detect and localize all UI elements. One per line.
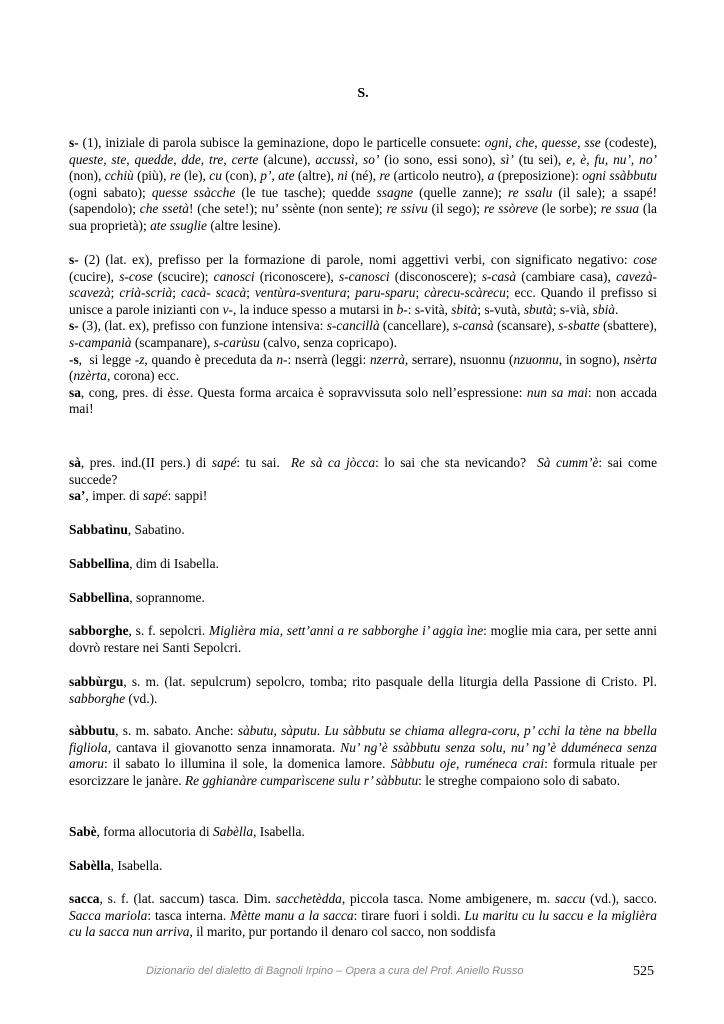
entry-sacca: sacca, s. f. (lat. saccum) tasca. Dim. sacchetèdda, piccola tasca. Nome ambigenere, m. saccu (vd.), sacco. Sacca mariola: tasca interna. Mètte manu a la sacca: tirare fuori i soldi. Lu maritu cu lu saccu e la miglièra cu la sacca nun arriva, il marito, pur portando il denaro col sacco, non soddisfa <box>69 891 657 940</box>
entry-s-prefix-1: s- (1), iniziale di parola subisce la geminazione, dopo le particelle consuete: ogni, che, quesse, sse (codeste), queste, ste, quedde, dde, tre, certe (alcune), accussì, so’ (io sono, essi sono), sì’ (tu sei), e, è, fu, nu’, no’ (non), cchiù (più), re (le), cu (con), p’, ate (altre), ni (né), re (articolo neutro), a (preposizione): ogni ssàbbutu (ogni sabato); quesse ssàcche (le tue tasche); quedde ssagne (quelle zanne); re ssalu (il sale); a ssapé! (sapendolo); che ssetà! (che sete!); nu’ ssènte (non sente); re ssivu (il sego); re ssòreve (le sorbe); re ssua (la sua proprietà); ate ssuglie (altre lesine). <box>69 135 657 233</box>
entry-sabbellina-dim: Sabbellìna, dim di Isabella. <box>69 556 219 571</box>
entry-sabbatinu: Sabbatìnu, Sabatino. <box>69 522 185 537</box>
page-number: 525 <box>633 964 654 979</box>
entry-s-prefix-2-3: s- (2) (lat. ex), prefisso per la formazione di parole, nomi aggettivi verbi, con significato negativo: cose (cucire), s-cose (scucire); canosci (riconoscere), s-canosci (disconoscere); s-casà (cambiare casa), cavezà-scavezà; crià-scrià; cacà- scacà; ventùra-sventura; paru-sparu; càrecu-scàrecu; ecc. Quando il prefisso si unisce a parole inizianti con v-, la induce spesso a mutarsi in b-: s-vità, sbità; s-vutà, sbutà; s-vià, sbià. s- (3), (lat. ex), prefisso con funzione intensiva: s-cancillà (cancellare), s-cansà (scansare), s-sbatte (sbattere), s-campanià (scampanare), s-carùsu (calvo, senza copricapo). -s, si legge -z, quando è preceduta da n-: nserrà (leggi: nzerrà, serrare), nsuonnu (nzuonnu, in sogno), nsèrta (nzèrta, corona) ecc. sa, cong, pres. di èsse. Questa forma arcaica è sopravvissuta solo nell’espressione: nun sa mai: non accada mai! <box>69 252 657 417</box>
entry-sabbutu: sàbbutu, s. m. sabato. Anche: sàbutu, sàputu. Lu sàbbutu se chiama allegra-coru, p’ cchi la tène na bbella figliola, cantava il giovanotto senza innamorata. Nu’ ng’è ssàbbutu senza solu, nu’ ng’è dduméneca senza amoru: il sabato lo illumina il sole, la domenica lamore. Sàbbutu oje, ruméneca crai: formula rituale per esorcizzare le janàre. Re gghianàre cumparìscene sulu r’ sàbbutu: le streghe compaiono solo di sabato. <box>69 723 658 788</box>
entry-sabe: Sabè, forma allocutoria di Sabèlla, Isabella. <box>69 824 305 839</box>
entry-sabella: Sabèlla, Isabella. <box>69 858 163 873</box>
entry-sabbellina-nickname: Sabbellìna, soprannome. <box>69 590 205 605</box>
entry-sabborghe: sabborghe, s. f. sepolcri. Miglièra mia, sett’anni a re sabborghe i’ aggia ìne: moglie mia cara, per sette anni dovrò restare nei Santi Sepolcri. <box>69 623 658 655</box>
entry-sa-verb: sà, pres. ind.(II pers.) di sapé: tu sai. Re sà ca jòcca: lo sai che sta nevicando? Sà cumm’è: sai come succede? sa’, imper. di sapé: sappi! <box>69 455 658 504</box>
letter-heading: S. <box>357 86 369 101</box>
footer-title: Dizionario del dialetto di Bagnoli Irpino – Opera a cura del Prof. Aniello Russo <box>146 965 524 977</box>
entry-sabburgu: sabbùrgu, s. m. (lat. sepulcrum) sepolcro, tomba; rito pasquale della liturgia della Passione di Cristo. Pl. sabborghe (vd.). <box>69 674 657 706</box>
